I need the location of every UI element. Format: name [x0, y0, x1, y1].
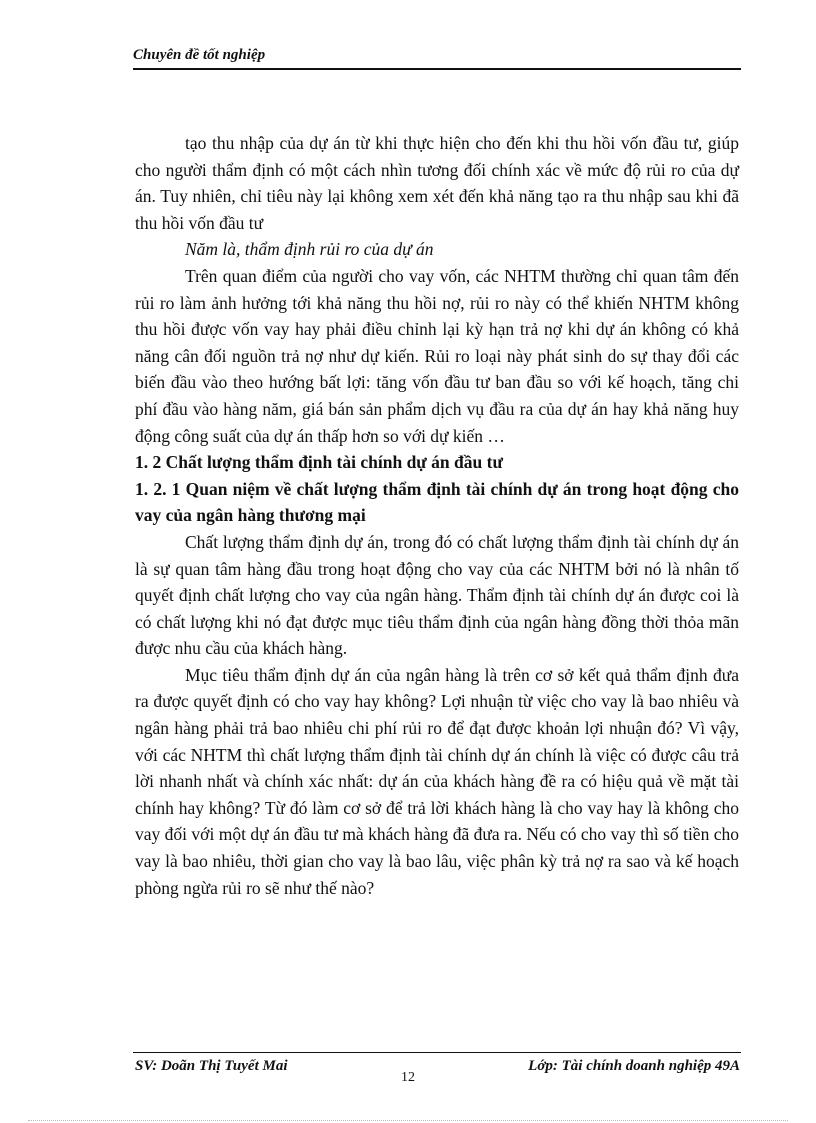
section-heading-1-2-1: 1. 2. 1 Quan niệm về chất lượng thẩm định tài chính dự án trong hoạt động cho vay của ngân hàng thương mại [135, 478, 739, 526]
header-title: Chuyên đề tốt nghiệp [133, 47, 266, 63]
footer-student: SV: Doãn Thị Tuyết Mai [135, 1058, 288, 1074]
paragraph-risk: Trên quan điểm của người cho vay vốn, các NHTM thường chỉ quan tâm đến rủi ro làm ảnh hưởng tới khả năng thu hồi nợ, rủi ro này có thể khiến NHTM không thu hồi được vốn vay hay phải điều chỉnh lại kỳ hạn trả nợ khi dự án không có khả năng cân đối nguồn trả nợ như dự kiến. Rủi ro loại này phát sinh do sự thay đổi các biến đầu vào theo hướng bất lợi: tăng vốn đầu tư ban đầu so với kế hoạch, tăng chi phí đầu vào hàng năm, giá bán sản phẩm dịch vụ đầu ra của dự án hay khả năng huy động công suất của dự án thấp hơn so với dự kiến … [135, 265, 739, 446]
section-heading-1-2: 1. 2 Chất lượng thẩm định tài chính dự án đầu tư [135, 452, 503, 473]
document-body [135, 130, 739, 901]
page-boundary [28, 1120, 788, 1121]
footer-class: Lớp: Tài chính doanh nghiệp 49A [528, 1058, 740, 1074]
page-header [133, 44, 741, 70]
page-number: 12 [401, 1070, 415, 1085]
paragraph-objective: Mục tiêu thẩm định dự án của ngân hàng là trên cơ sở kết quả thẩm định đưa ra được quyết định có cho vay hay không? Lợi nhuận từ việc cho vay là bao nhiêu và ngân hàng phải trả bao nhiêu chi phí rủi ro để đạt được khoản lợi nhuận đó? Vì vậy, với các NHTM thì chất lượng thẩm định tài chính dự án chính là việc có được câu trả lời nhanh nhất và chính xác nhất: dự án của khách hàng đề ra có hiệu quả về mặt tài chính hay không? Từ đó làm cơ sở để trả lời khách hàng là cho vay hay là không cho vay đối với một dự án đầu tư mà khách hàng đã đưa ra. Nếu có cho vay thì số tiền cho vay là bao nhiêu, thời gian cho vay là bao lâu, việc phân kỳ trả nợ ra sao và kế hoạch phòng ngừa rủi ro sẽ như thế nào? [135, 664, 739, 898]
section-heading-italic: Năm là, thẩm định rủi ro của dự án [185, 239, 434, 260]
paragraph-continuation: tạo thu nhập của dự án từ khi thực hiện cho đến khi thu hồi vốn đầu tư, giúp cho người thẩm định có một cách nhìn tương đối chính xác về mức độ rủi ro của dự án. Tuy nhiên, chỉ tiêu này lại không xem xét đến khả năng tạo ra thu nhập sau khi đã thu hồi vốn đầu tư [135, 133, 739, 233]
paragraph-quality: Chất lượng thẩm định dự án, trong đó có chất lượng thẩm định tài chính dự án là sự quan tâm hàng đầu trong hoạt động cho vay của các NHTM bởi nó là nhân tố quyết định chất lượng cho vay của ngân hàng. Thẩm định tài chính dự án được coi là có chất lượng khi nó đạt được mục tiêu thẩm định của ngân hàng đồng thời thỏa mãn được nhu cầu của khách hàng. [135, 531, 739, 659]
footer-rule [133, 1052, 741, 1053]
